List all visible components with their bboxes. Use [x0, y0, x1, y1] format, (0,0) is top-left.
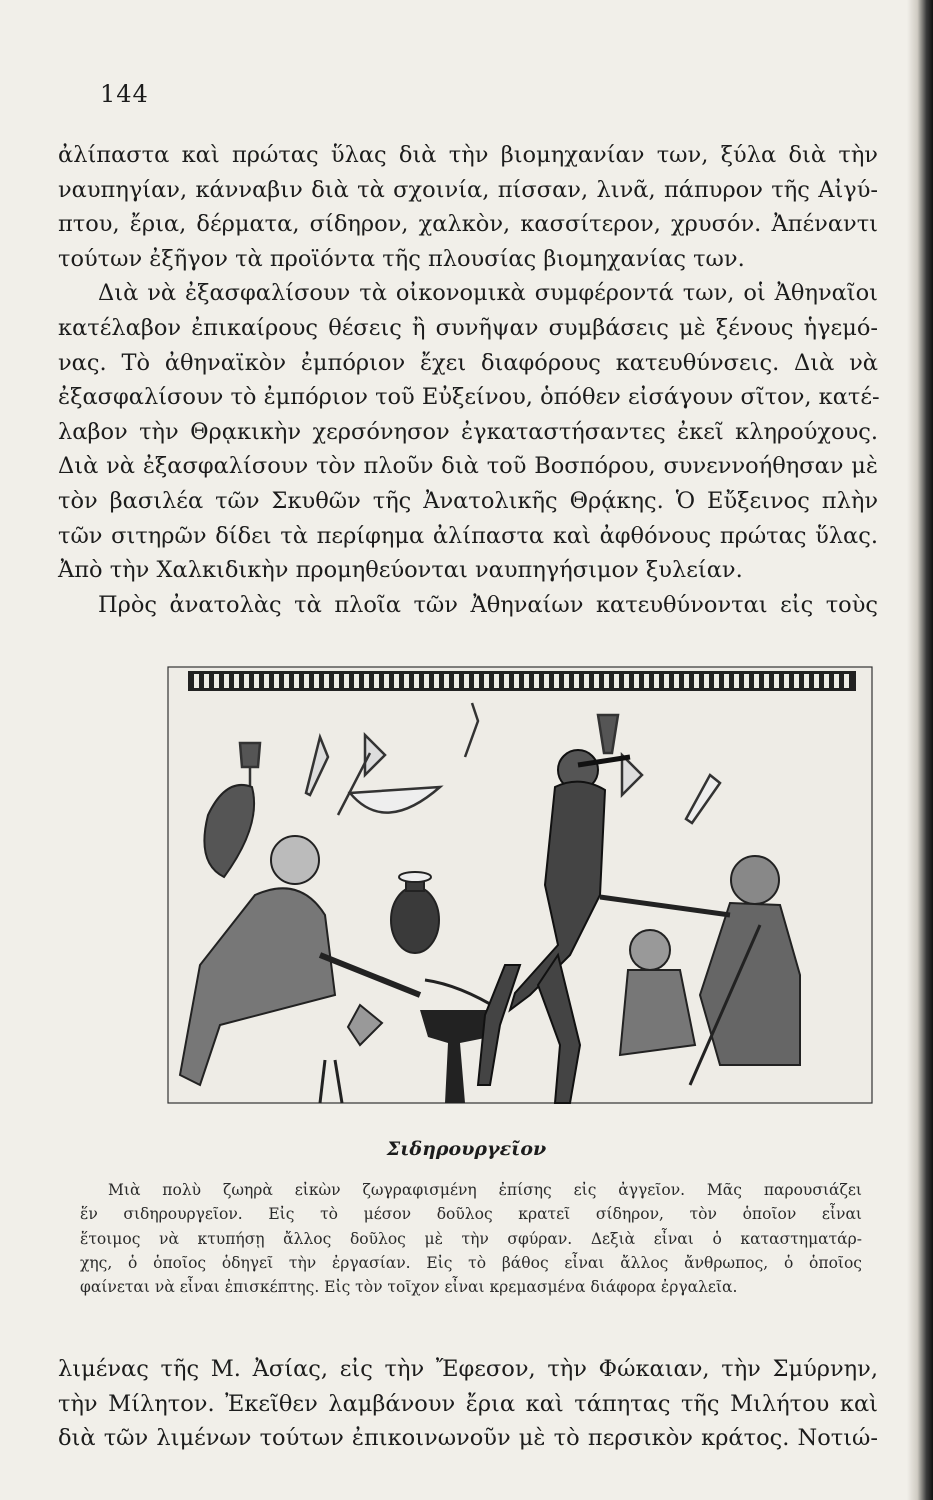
page-edge-shadow — [907, 0, 933, 1500]
text-line: διὰ τῶν λιμένων τούτων ἐπικοινωνοῦν μὲ τὸ περσικὸν κράτος. Νοτιώ- — [58, 1425, 878, 1452]
caption-line: ἕτοιμος νὰ κτυπήσῃ ἄλλος δοῦλος μὲ τὴν σφύραν. Δεξιὰ εἶναι ὁ καταστηματάρ- — [80, 1229, 862, 1248]
text-line: τῶν σιτηρῶν δίδει τὰ περίφημα ἀλίπαστα καὶ ἀφθόνους πρώτας ὕλας. — [58, 522, 878, 549]
text-line: τὴν Μίλητον. Ἐκεῖθεν λαμβάνουν ἔρια καὶ τάπητας τῆς Μιλήτου καὶ — [58, 1390, 878, 1417]
blacksmith-workshop-illustration — [160, 665, 880, 1107]
text-line: ἐξασφαλίσουν τὸ ἐμπόριον τοῦ Εὐξείνου, ὁπόθεν εἰσάγουν σῖτον, κατέ- — [58, 384, 880, 411]
text-line: λιμένας τῆς Μ. Ἀσίας, εἰς τὴν Ἔφεσον, τὴν Φώκαιαν, τὴν Σμύρνην, — [58, 1356, 878, 1382]
text-line: τὸν βασιλέα τῶν Σκυθῶν τῆς Ἀνατολικῆς Θρᾴκης. Ὁ Εὔξεινος πλὴν — [58, 487, 878, 514]
text-line: Διὰ νὰ ἐξασφαλίσουν τὸν πλοῦν διὰ τοῦ Βοσπόρου, συνεννοήθησαν μὲ — [58, 453, 878, 480]
text-line: ἀλίπαστα καὶ πρώτας ὕλας διὰ τὴν βιομηχανίαν των, ξύλα διὰ τὴν — [58, 142, 878, 168]
text-line: Ἀπὸ τὴν Χαλκιδικὴν προμηθεύονται ναυπηγήσιμον ξυλείαν. — [58, 557, 743, 584]
text-line: νας. Τὸ ἀθηναϊκὸν ἐμπόριον ἔχει διαφόρους κατευθύνσεις. Διὰ νὰ — [58, 349, 878, 376]
text-line: Πρὸς ἀνατολὰς τὰ πλοῖα τῶν Ἀθηναίων κατευθύνονται εἰς τοὺς — [98, 591, 878, 618]
top-text — [58, 138, 878, 622]
text-line: ναυπηγίαν, κάνναβιν διὰ τὰ σχοινία, πίσσαν, λινᾶ, πάπυρον τῆς Αἰγύ- — [58, 176, 878, 203]
text-line: Διὰ νὰ ἐξασφαλίσουν τὰ οἰκονομικὰ συμφέροντά των, οἱ Ἀθηναῖοι — [98, 280, 878, 307]
hammer-icon — [240, 743, 260, 767]
caption-line: ἕν σιδηρουργεῖον. Εἰς τὸ μέσον δοῦλος κρατεῖ σίδηρον, τὸν ὁποῖον εἶναι — [80, 1205, 862, 1224]
bottom-text — [58, 1352, 878, 1456]
vase-painting-figure — [160, 665, 880, 1107]
caption-line: χης, ὁ ὁποῖος ὁδηγεῖ τὴν ἐργασίαν. Εἰς τὸ βάθος εἶναι ἄλλος ἄνθρωπος, ὁ ὁποῖος — [80, 1253, 862, 1272]
caption-line: Μιὰ πολὺ ζωηρὰ εἰκὼν ζωγραφισμένη ἐπίσης εἰς ἀγγεῖον. Μᾶς παρουσιάζει — [108, 1181, 862, 1199]
text-line: τούτων ἐξῆγον τὰ προϊόντα τῆς πλουσίας βιομηχανίας των. — [58, 245, 745, 272]
figure-title: Σιδηρουργεῖον — [386, 1138, 547, 1160]
figure-caption — [80, 1178, 862, 1299]
text-line: κατέλαβον ἐπικαίρους θέσεις ἢ συνῆψαν συμβάσεις μὲ ξένους ἡγεμό- — [58, 314, 878, 341]
text-line: πτου, ἔρια, δέρματα, σίδηρον, χαλκὸν, κασσίτερον, χρυσόν. Ἀπέναντι — [58, 211, 878, 238]
caption-line: φαίνεται νὰ εἶναι ἐπισκέπτης. Εἰς τὸν τοῖχον εἶναι κρεμασμένα διάφορα ἐργαλεῖα. — [80, 1278, 738, 1297]
page-number: 144 — [100, 80, 149, 108]
text-line: λαβον τὴν Θρᾳκικὴν χερσόνησον ἐγκαταστήσαντες ἐκεῖ κληρούχους. — [58, 418, 878, 445]
